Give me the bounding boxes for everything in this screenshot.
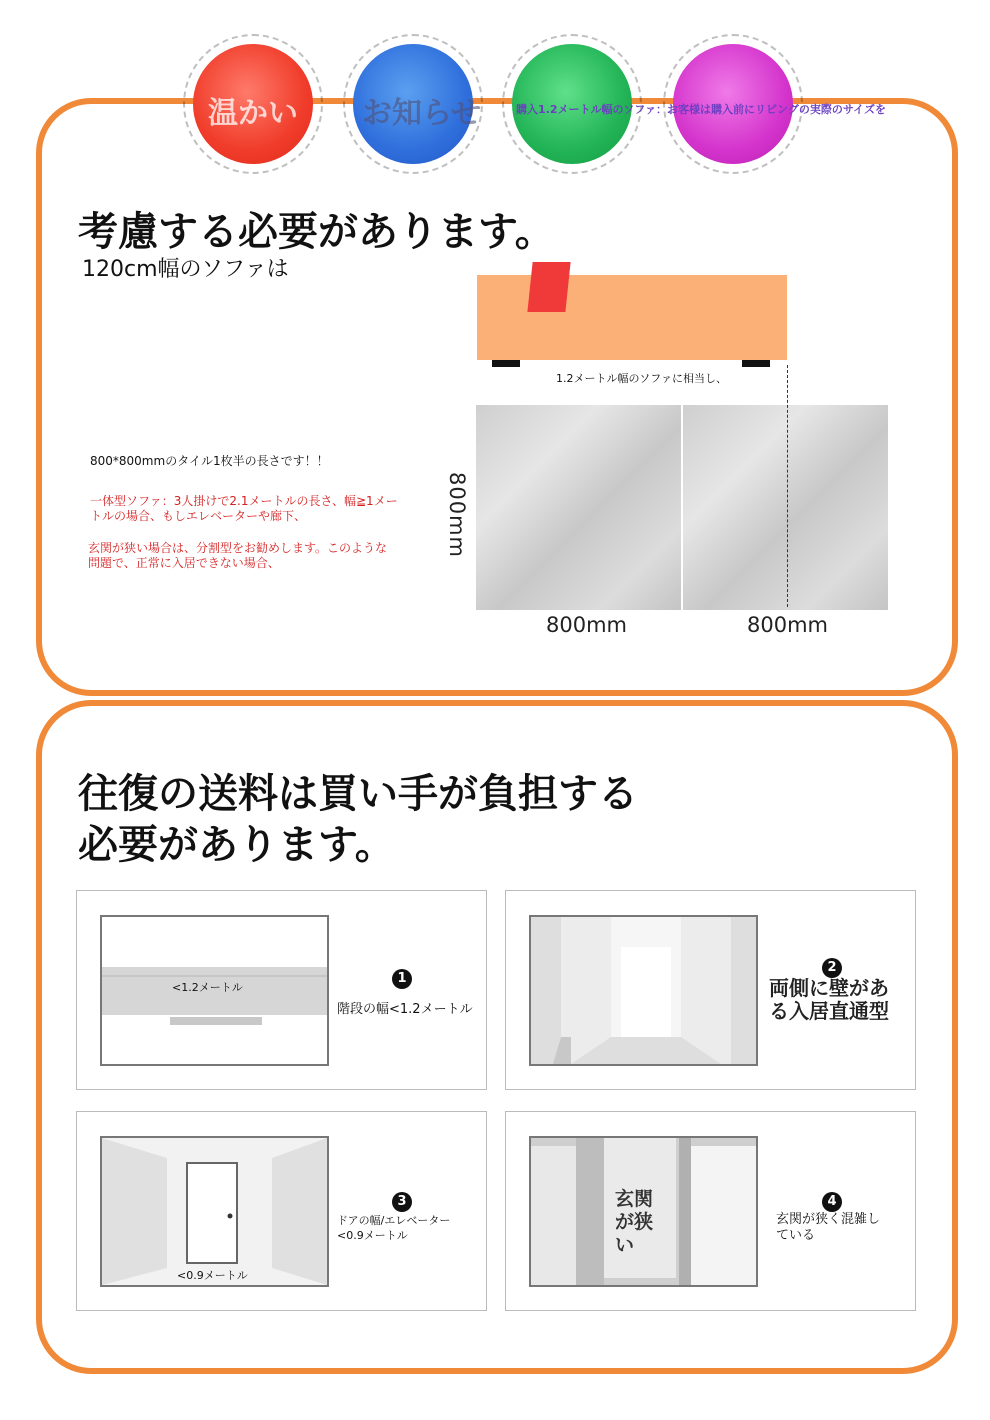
card2-text: 両側に壁がある入居直通型 — [769, 976, 889, 1023]
section2-title-line2: 必要があります。 — [78, 822, 395, 868]
section1-subtitle: 120cm幅のソファは — [82, 257, 289, 282]
tile-width-label-right: 800mm — [747, 613, 828, 637]
card-stairs — [76, 890, 487, 1090]
entrance-illustration — [529, 1136, 758, 1287]
note-tile-length: 800*800mmのタイル1枚半の長さです！！ — [90, 454, 329, 468]
section2-title-line1: 往復の送料は買い手が負担する — [78, 771, 638, 817]
sofa-pillow — [527, 262, 570, 312]
corridor-illustration — [529, 915, 758, 1066]
card4-text: 玄関が狭く混雑している — [776, 1212, 881, 1243]
note-one-piece-sofa: 一体型ソファ：3人掛けで2.1メートルの長さ、幅≧1メートルの場合、もしエレベーターや廊下、 — [90, 494, 398, 523]
tile-right — [683, 405, 888, 610]
note-split-recommend: 玄関が狭い場合は、分割型をお勧めします。このような問題で、正常に入居できない場合、 — [88, 541, 388, 570]
bubble-text-notice: お知らせ — [362, 96, 482, 131]
tile-height-label: 800mm — [445, 472, 469, 558]
stairs-illustration — [100, 915, 329, 1066]
sofa-leg-right — [742, 360, 770, 367]
card1-text: 階段の幅<1.2メートル — [337, 1002, 473, 1017]
sofa-leg-left — [492, 360, 520, 367]
card-corridor — [505, 890, 916, 1090]
card-entrance — [505, 1111, 916, 1311]
door-illustration — [100, 1136, 329, 1287]
card2-number-icon: 2 — [822, 958, 842, 978]
tile-left — [476, 405, 681, 610]
sofa-length-marker — [787, 365, 788, 607]
sofa-caption: 1.2メートル幅のソファに相当し、 — [556, 372, 728, 385]
stairs-width-label: <1.2メートル — [172, 981, 243, 994]
sofa-body — [477, 275, 787, 360]
section1-title: 考慮する必要があります。 — [78, 209, 555, 255]
bubble-text-warm: 温かい — [208, 96, 298, 131]
card3-number-icon: 3 — [392, 1192, 412, 1212]
tile-width-label-left: 800mm — [546, 613, 627, 637]
bubble-text-purchase-note: 購入1.2メートル幅のソファ：お客様は購入前にリビングの実際のサイズを — [516, 103, 886, 116]
card3-text: ドアの幅/エレベーター<0.9メートル — [337, 1214, 451, 1242]
card4-number-icon: 4 — [822, 1192, 842, 1212]
card1-number-icon: 1 — [392, 969, 412, 989]
door-width-label: <0.9メートル — [177, 1269, 248, 1282]
card-door — [76, 1111, 487, 1311]
entrance-label: 玄関が狭い — [615, 1188, 654, 1256]
